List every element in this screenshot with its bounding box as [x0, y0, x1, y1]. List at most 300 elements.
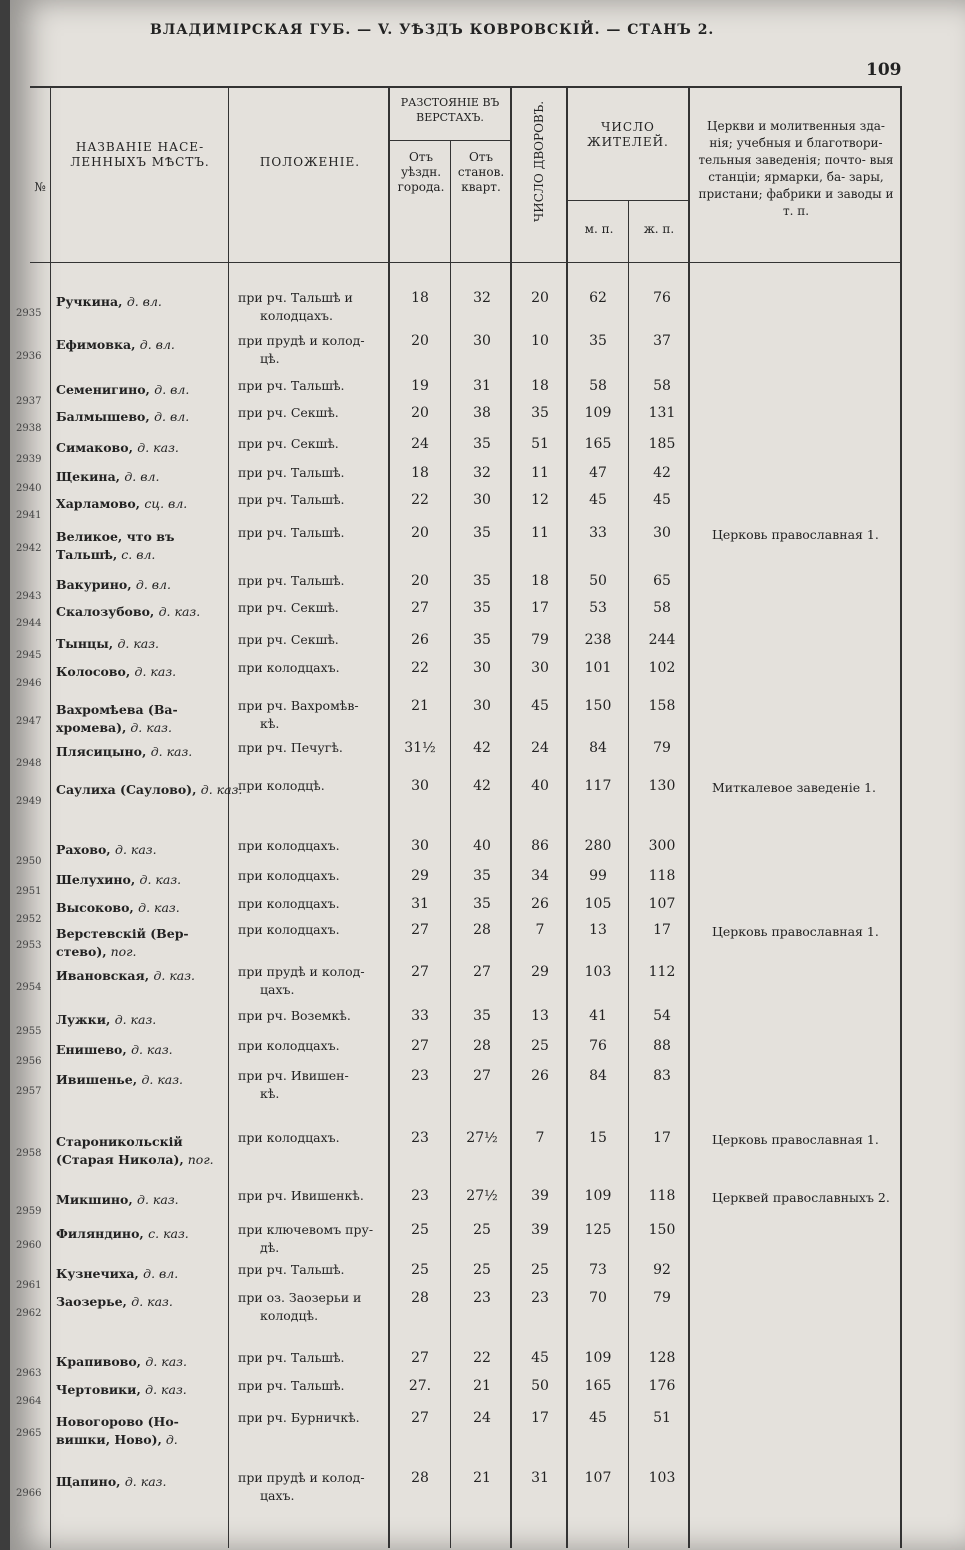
male-count: 280 — [584, 838, 612, 854]
place-name: Ручкина, д. вл. — [56, 294, 162, 309]
households: 35 — [531, 405, 549, 421]
dist-camp: 35 — [473, 1008, 491, 1024]
dist-town: 21 — [411, 698, 429, 714]
households: 20 — [531, 290, 549, 306]
dist-camp: 28 — [473, 922, 491, 938]
col-header-households: ЧИСЛО ДВОРОВЪ. — [532, 100, 546, 222]
female-count: 102 — [648, 660, 676, 676]
place-name: Саулиха (Саулово), д. каз. — [56, 782, 243, 797]
settlement-type: д. каз. — [158, 604, 201, 619]
row-number: 2956 — [16, 1056, 42, 1067]
settlement-type: д. каз. — [114, 1012, 157, 1027]
settlement-type: д. каз. — [145, 1354, 187, 1369]
households: 31 — [531, 1470, 549, 1486]
settlement-type: д. каз. — [138, 900, 180, 915]
col-divider-1 — [50, 88, 51, 1548]
dist-camp: 30 — [473, 660, 491, 676]
place-name-cont: Тальшѣ, с. вл. — [56, 547, 156, 562]
dist-camp: 35 — [473, 896, 491, 912]
female-count: 300 — [648, 838, 676, 854]
place-name: Енишево, д. каз. — [56, 1042, 173, 1057]
female-count: 79 — [653, 740, 671, 756]
settlement-type: с. каз. — [148, 1226, 189, 1241]
place-name: Высоково, д. каз. — [56, 900, 180, 915]
settlement-type: д. каз. — [137, 1192, 179, 1207]
dist-camp: 27½ — [466, 1130, 498, 1146]
female-count: 103 — [648, 1470, 676, 1486]
row-number: 2959 — [16, 1206, 42, 1217]
header-bottom-rule — [30, 262, 902, 263]
male-count: 84 — [589, 740, 607, 756]
institution-note: Церковь православная 1. — [712, 924, 879, 939]
place-name: Ефимовка, д. вл. — [56, 337, 175, 352]
location: при рч. Тальшѣ. — [238, 525, 345, 540]
location: при рч. Секшѣ. — [238, 405, 339, 420]
row-number: 2957 — [16, 1086, 42, 1097]
settlement-type: пог. — [183, 1152, 214, 1167]
dist-camp: 25 — [473, 1262, 491, 1278]
dist-camp: 28 — [473, 1038, 491, 1054]
location-cont: кѣ. — [260, 1086, 280, 1101]
place-name: Староникольскій — [56, 1134, 183, 1149]
location-cont: колодцахъ. — [260, 308, 333, 323]
female-count: 83 — [653, 1068, 671, 1084]
female-count: 118 — [648, 1188, 676, 1204]
location: при рч. Ивишенкѣ. — [238, 1188, 364, 1203]
households: 51 — [531, 436, 549, 452]
location: при колодцѣ. — [238, 778, 325, 793]
settlement-type: д. каз. — [137, 440, 179, 455]
settlement-type: д. каз. — [200, 782, 243, 797]
male-count: 117 — [584, 778, 612, 794]
male-count: 109 — [584, 405, 612, 421]
location: при оз. Заозерьи и — [238, 1290, 362, 1305]
dist-camp: 32 — [473, 290, 491, 306]
book-gutter — [0, 0, 10, 1550]
location-cont: колодцѣ. — [260, 1308, 319, 1323]
row-number: 2941 — [16, 510, 42, 521]
institution-note: Церковь православная 1. — [712, 1132, 879, 1147]
row-number: 2952 — [16, 914, 42, 925]
dist-camp: 24 — [473, 1410, 491, 1426]
households: 40 — [531, 778, 549, 794]
dist-camp: 35 — [473, 525, 491, 541]
settlement-type: д. каз. — [115, 842, 157, 857]
row-number: 2935 — [16, 308, 42, 319]
female-count: 130 — [648, 778, 676, 794]
male-count: 13 — [589, 922, 607, 938]
dist-town: 25 — [411, 1222, 429, 1238]
dist-camp: 35 — [473, 573, 491, 589]
settlement-type: д. каз. — [126, 720, 172, 735]
dist-town: 23 — [411, 1068, 429, 1084]
dist-camp: 40 — [473, 838, 491, 854]
dist-town: 30 — [411, 838, 429, 854]
female-count: 244 — [648, 632, 676, 648]
settlement-type: д. каз. — [150, 744, 193, 759]
female-count: 158 — [648, 698, 676, 714]
location: при рч. Тальшѣ. — [238, 1378, 345, 1393]
female-count: 118 — [648, 868, 676, 884]
header-title: ВЛАДИМІРСКАЯ ГУБ. — V. УѢЗДЪ КОВРОВСКІЙ. — СТАНЪ 2. — [150, 22, 715, 38]
male-count: 45 — [589, 1410, 607, 1426]
row-number: 2966 — [16, 1488, 42, 1499]
households: 26 — [531, 896, 549, 912]
place-name: Колосово, д. каз. — [56, 664, 177, 679]
female-count: 30 — [653, 525, 671, 541]
row-number: 2955 — [16, 1026, 42, 1037]
location: при рч. Тальшѣ. — [238, 1350, 345, 1365]
row-number: 2940 — [16, 483, 42, 494]
dist-town: 23 — [411, 1130, 429, 1146]
row-number: 2958 — [16, 1148, 42, 1159]
dist-camp: 27 — [473, 1068, 491, 1084]
dist-town: 20 — [411, 525, 429, 541]
place-name: Ивишенье, д. каз. — [56, 1072, 184, 1087]
male-count: 105 — [584, 896, 612, 912]
location: при колодцахъ. — [238, 922, 340, 937]
settlement-type: д. вл. — [124, 469, 160, 484]
col-header-male: м. п. — [584, 222, 614, 236]
male-count: 238 — [584, 632, 612, 648]
place-name: Вахромѣева (Ва- — [56, 702, 178, 717]
settlement-type: д. вл. — [154, 409, 190, 424]
settlement-type: д. каз. — [141, 1072, 184, 1087]
female-count: 107 — [648, 896, 676, 912]
female-count: 79 — [653, 1290, 671, 1306]
female-count: 88 — [653, 1038, 671, 1054]
settlement-type: д. вл. — [135, 577, 171, 592]
settlement-type: д. каз. — [139, 872, 182, 887]
location: при колодцахъ. — [238, 1130, 340, 1145]
dist-town: 22 — [411, 660, 429, 676]
col-divider-3 — [388, 88, 390, 1548]
place-name: Рахово, д. каз. — [56, 842, 157, 857]
location: при рч. Тальшѣ и — [238, 290, 353, 305]
settlement-type: д. каз. — [124, 1474, 167, 1489]
dist-town: 27 — [411, 1410, 429, 1426]
place-name: Балмышево, д. вл. — [56, 409, 190, 424]
page-number: 109 — [866, 60, 902, 80]
male-count: 109 — [584, 1188, 612, 1204]
female-count: 128 — [648, 1350, 676, 1366]
location: при колодцахъ. — [238, 660, 340, 675]
location: при колодцахъ. — [238, 896, 340, 911]
male-count: 150 — [584, 698, 612, 714]
dist-town: 28 — [411, 1470, 429, 1486]
place-name: Крапивово, д. каз. — [56, 1354, 187, 1369]
location: при прудѣ и колод- — [238, 333, 365, 348]
female-count: 65 — [653, 573, 671, 589]
row-number: 2948 — [16, 758, 42, 769]
households: 45 — [531, 698, 549, 714]
location: при колодцахъ. — [238, 868, 340, 883]
row-number: 2936 — [16, 351, 42, 362]
dist-town: 25 — [411, 1262, 429, 1278]
households: 86 — [531, 838, 549, 854]
dist-camp: 38 — [473, 405, 491, 421]
row-number: 2954 — [16, 982, 42, 993]
location: при рч. Тальшѣ. — [238, 378, 345, 393]
dist-camp: 21 — [473, 1470, 491, 1486]
dist-town: 22 — [411, 492, 429, 508]
dist-camp: 35 — [473, 600, 491, 616]
col-header-dist-camp: Отъ станов. кварт. — [457, 150, 505, 194]
settlement-type: с. вл. — [117, 547, 156, 562]
male-count: 107 — [584, 1470, 612, 1486]
settlement-type: д. каз. — [153, 968, 196, 983]
dist-town: 23 — [411, 1188, 429, 1204]
row-number: 2960 — [16, 1240, 42, 1251]
place-name-cont: хромева), д. каз. — [56, 720, 172, 735]
place-name: Тынцы, д. каз. — [56, 636, 160, 651]
female-count: 54 — [653, 1008, 671, 1024]
place-name: Верстевскій (Вер- — [56, 926, 189, 941]
dist-town: 27 — [411, 922, 429, 938]
place-name: Вакурино, д. вл. — [56, 577, 171, 592]
col-divider-7 — [628, 200, 629, 1548]
households: 13 — [531, 1008, 549, 1024]
location: при рч. Тальшѣ. — [238, 492, 345, 507]
settlement-type: д. вл. — [126, 294, 162, 309]
table-top-rule — [30, 86, 902, 88]
female-count: 112 — [648, 964, 676, 980]
female-count: 51 — [653, 1410, 671, 1426]
place-name-cont: вишки, Ново), д. — [56, 1432, 178, 1447]
col-header-name: НАЗВАНІЕ НАСЕ- ЛЕННЫХЪ МѢСТЪ. — [70, 140, 210, 169]
place-name-cont: (Старая Никола), пог. — [56, 1152, 214, 1167]
col-divider-2 — [228, 88, 229, 1548]
male-count: 70 — [589, 1290, 607, 1306]
dist-town: 24 — [411, 436, 429, 452]
settlement-type: д. вл. — [143, 1266, 179, 1281]
dist-town: 27. — [408, 1378, 432, 1394]
place-name: Щекина, д. вл. — [56, 469, 160, 484]
location: при прудѣ и колод- — [238, 1470, 365, 1485]
col-header-position: ПОЛОЖЕНІЕ. — [259, 155, 361, 169]
households: 17 — [531, 600, 549, 616]
location: при ключевомъ пру- — [238, 1222, 374, 1237]
location: при рч. Ивишен- — [238, 1068, 349, 1083]
dist-town: 27 — [411, 1350, 429, 1366]
place-name-cont: стево), пог. — [56, 944, 137, 959]
male-count: 53 — [589, 600, 607, 616]
place-name: Новогорово (Но- — [56, 1414, 179, 1429]
dist-town: 20 — [411, 333, 429, 349]
col-divider-6 — [566, 88, 568, 1548]
row-number: 2951 — [16, 886, 42, 897]
dist-camp: 31 — [473, 378, 491, 394]
institution-note: Миткалевое заведеніе 1. — [712, 780, 877, 795]
households: 17 — [531, 1410, 549, 1426]
households: 25 — [531, 1038, 549, 1054]
female-count: 58 — [653, 378, 671, 394]
dist-camp: 27 — [473, 964, 491, 980]
dist-camp: 35 — [473, 436, 491, 452]
households: 12 — [531, 492, 549, 508]
row-number: 2961 — [16, 1280, 42, 1291]
col-divider-8 — [688, 88, 690, 1548]
female-count: 17 — [653, 1130, 671, 1146]
dist-town: 18 — [411, 290, 429, 306]
households: 25 — [531, 1262, 549, 1278]
col-divider-5 — [510, 88, 512, 1548]
col-header-inhabitants: ЧИСЛО ЖИТЕЛЕЙ. — [587, 120, 669, 149]
dist-town: 33 — [411, 1008, 429, 1024]
male-count: 109 — [584, 1350, 612, 1366]
dist-camp: 27½ — [466, 1188, 498, 1204]
row-number: 2964 — [16, 1396, 42, 1407]
households: 30 — [531, 660, 549, 676]
male-count: 125 — [584, 1222, 612, 1238]
place-name: Чертовики, д. каз. — [56, 1382, 187, 1397]
dist-town: 19 — [411, 378, 429, 394]
households: 34 — [531, 868, 549, 884]
female-count: 92 — [653, 1262, 671, 1278]
households: 11 — [531, 465, 549, 481]
dist-camp: 35 — [473, 632, 491, 648]
col-header-notes: Церкви и молитвенныя зда- нія; учебныя и благотвори- тельныя заведенія; почто- выя станціи; ярмарки, ба- зары, пристани; фабрики и заводы и т. п. — [698, 119, 894, 218]
households: 29 — [531, 964, 549, 980]
col-divider-4 — [450, 140, 451, 1548]
location: при рч. Бурничкѣ. — [238, 1410, 360, 1425]
female-count: 42 — [653, 465, 671, 481]
location: при колодцахъ. — [238, 1038, 340, 1053]
dist-town: 31 — [411, 896, 429, 912]
dist-town: 20 — [411, 573, 429, 589]
settlement-type: пог. — [106, 944, 137, 959]
male-count: 15 — [589, 1130, 607, 1146]
settlement-type: д. каз. — [145, 1382, 187, 1397]
row-number: 2942 — [16, 543, 42, 554]
place-name: Кузнечиха, д. вл. — [56, 1266, 179, 1281]
male-count: 62 — [589, 290, 607, 306]
dist-camp: 42 — [473, 778, 491, 794]
households: 7 — [535, 1130, 545, 1146]
male-count: 50 — [589, 573, 607, 589]
col-header-female: ж. п. — [643, 222, 675, 236]
col-divider-9 — [900, 88, 902, 1548]
location: при рч. Печугѣ. — [238, 740, 343, 755]
male-count: 165 — [584, 436, 612, 452]
male-count: 33 — [589, 525, 607, 541]
place-name: Шелухино, д. каз. — [56, 872, 182, 887]
households: 39 — [531, 1188, 549, 1204]
settlement-type: сц. вл. — [144, 496, 188, 511]
households: 45 — [531, 1350, 549, 1366]
male-count: 76 — [589, 1038, 607, 1054]
place-name: Плясицыно, д. каз. — [56, 744, 193, 759]
row-number: 2946 — [16, 678, 42, 689]
row-number: 2962 — [16, 1308, 42, 1319]
dist-town: 27 — [411, 1038, 429, 1054]
dist-camp: 32 — [473, 465, 491, 481]
location: при рч. Секшѣ. — [238, 632, 339, 647]
settlement-type: д. каз. — [117, 636, 160, 651]
dist-sub-rule — [390, 140, 510, 141]
dist-camp: 30 — [473, 698, 491, 714]
male-count: 101 — [584, 660, 612, 676]
dist-camp: 21 — [473, 1378, 491, 1394]
row-number: 2945 — [16, 650, 42, 661]
dist-camp: 23 — [473, 1290, 491, 1306]
location: при колодцахъ. — [238, 838, 340, 853]
book-page — [10, 0, 965, 1550]
place-name: Великое, что въ — [56, 529, 175, 544]
row-number: 2950 — [16, 856, 42, 867]
male-count: 99 — [589, 868, 607, 884]
location: при рч. Тальшѣ. — [238, 1262, 345, 1277]
female-count: 37 — [653, 333, 671, 349]
settlement-type: д. каз. — [131, 1294, 173, 1309]
institution-note: Церквей православныхъ 2. — [712, 1190, 890, 1205]
dist-town: 18 — [411, 465, 429, 481]
row-number: 2943 — [16, 591, 42, 602]
dist-town: 30 — [411, 778, 429, 794]
dist-town: 26 — [411, 632, 429, 648]
female-count: 76 — [653, 290, 671, 306]
female-count: 131 — [648, 405, 676, 421]
female-count: 185 — [648, 436, 676, 452]
dist-town: 27 — [411, 964, 429, 980]
col-header-no: № — [34, 180, 46, 194]
households: 11 — [531, 525, 549, 541]
female-count: 150 — [648, 1222, 676, 1238]
dist-town: 29 — [411, 868, 429, 884]
location: при рч. Секшѣ. — [238, 436, 339, 451]
dist-camp: 30 — [473, 333, 491, 349]
settlement-type: д. — [161, 1432, 178, 1447]
place-name: Щапино, д. каз. — [56, 1474, 167, 1489]
row-number: 2939 — [16, 454, 42, 465]
place-name: Заозерье, д. каз. — [56, 1294, 173, 1309]
dist-town: 20 — [411, 405, 429, 421]
place-name: Семенигино, д. вл. — [56, 382, 190, 397]
col-header-distance: РАЗСТОЯНІЕ ВЪ ВЕРСТАХЪ. — [400, 96, 500, 124]
place-name: Филяндино, с. каз. — [56, 1226, 189, 1241]
location-cont: цахъ. — [260, 1488, 295, 1503]
households: 39 — [531, 1222, 549, 1238]
households: 18 — [531, 573, 549, 589]
settlement-type: д. вл. — [154, 382, 190, 397]
dist-camp: 42 — [473, 740, 491, 756]
col-header-dist-town: Отъ уѣздн. города. — [397, 150, 445, 194]
location: при рч. Вахромѣв- — [238, 698, 359, 713]
male-count: 45 — [589, 492, 607, 508]
households: 18 — [531, 378, 549, 394]
inh-sub-rule — [568, 200, 688, 201]
settlement-type: д. каз. — [134, 664, 177, 679]
location: при рч. Тальшѣ. — [238, 573, 345, 588]
place-name: Харламово, сц. вл. — [56, 496, 188, 511]
location-cont: цѣ. — [260, 351, 280, 366]
dist-town: 27 — [411, 600, 429, 616]
row-number: 2937 — [16, 396, 42, 407]
dist-town: 28 — [411, 1290, 429, 1306]
male-count: 35 — [589, 333, 607, 349]
dist-town: 31½ — [404, 740, 436, 756]
dist-camp: 35 — [473, 868, 491, 884]
male-count: 103 — [584, 964, 612, 980]
male-count: 58 — [589, 378, 607, 394]
dist-camp: 30 — [473, 492, 491, 508]
dist-camp: 25 — [473, 1222, 491, 1238]
households: 50 — [531, 1378, 549, 1394]
female-count: 17 — [653, 922, 671, 938]
location-cont: дѣ. — [260, 1240, 280, 1255]
households: 23 — [531, 1290, 549, 1306]
households: 10 — [531, 333, 549, 349]
